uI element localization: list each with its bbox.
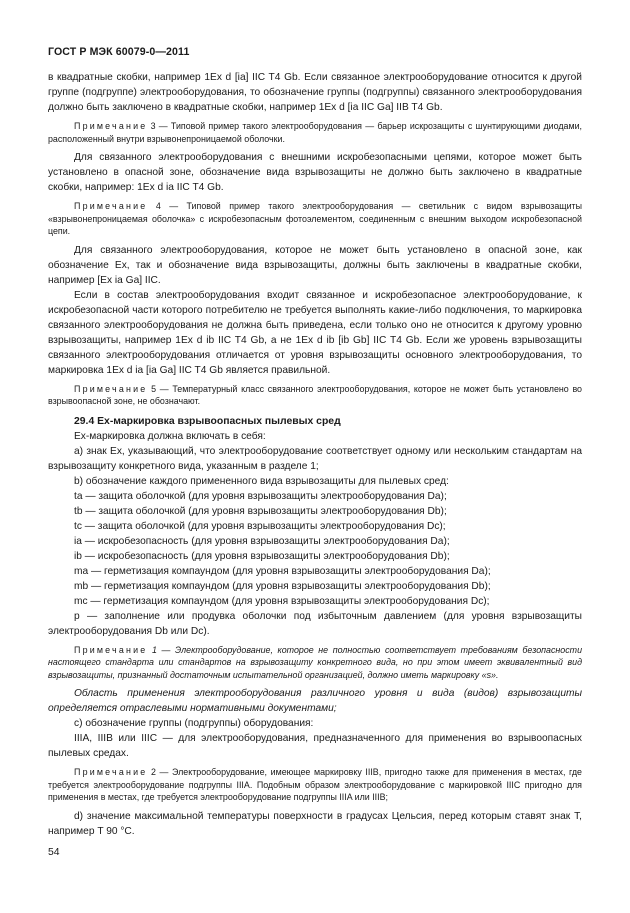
section-title: 29.4 Ex-маркировка взрывоопасных пылевых сред (74, 415, 341, 427)
note-4 (48, 200, 582, 238)
note-label: Примечание (74, 644, 148, 655)
page-body (48, 46, 582, 839)
note-text: 3 — Типовой пример такого электрооборудования — барьер искрозащиты с шунтирующими диодами, расположенный внутри взрывонепроницаемой оболочки. (48, 121, 582, 144)
note-text: 1 — Электрооборудование, которое не полностью соответствует требованиям безопасности настоящего стандарта или стандартов на взрывозащиту конкретного вида, но при этом имеет эквивалентный вид взрывозащиты, признанный достаточным испытательной организацией, должно иметь маркировку «s». (48, 644, 582, 680)
list-item: tc — защита оболочкой (для уровня взрывозащиты электрооборудования Dc); (74, 520, 446, 532)
page-number: 54 (48, 847, 60, 858)
note-2 (48, 766, 582, 804)
paragraph: Область применения электрооборудования различного уровня и вида (видов) взрывозащиты определяется отраслевыми нормативными документами; (48, 688, 582, 714)
note-text: 2 — Электрооборудование, имеющее маркировку IIIB, пригодно также для применения в местах, где требуется электрооборудование подгруппы IIIA. Подобным образом электрооборудование с маркировкой IIIC пригодно для применения в местах, где требуется электрооборудование подгруппы IIIA или IIIB; (48, 767, 582, 802)
document-header: ГОСТ Р МЭК 60079-0—2011 (48, 46, 190, 58)
note-1 (48, 644, 582, 682)
note-label: Примечание (74, 383, 148, 394)
paragraph: в квадратные скобки, например 1Ex d [ia] IIC T4 Gb. Если связанное электрооборудование относится к другой группе (подгруппе) электрооборудования, то обозначение группы (подгруппы) связанного электрооборудования должно быть заключено в квадратные скобки, например 1Ex d [ia IIC Ga] IIB T4 Gb. (48, 72, 582, 113)
list-item-a: a) знак Ex, указывающий, что электрооборудование соответствует одному или нескольким стандартам на взрывозащиту конкретного вида, указанным в разделе 1; (48, 445, 582, 472)
note-label: Примечание (74, 767, 148, 777)
list-item: p — заполнение или продувка оболочки под избыточным давлением (для уровня взрывозащиты электрооборудования Db или Dc). (48, 610, 582, 637)
note-text: 5 — Температурный класс связанного электрооборудования, которое не может быть установлено во взрывоопасной зоне, не обозначают. (48, 383, 582, 406)
list-item: ma — герметизация компаундом (для уровня взрывозащиты электрооборудования Da); (74, 565, 491, 577)
note-3 (48, 120, 582, 145)
note-label: Примечание (74, 201, 148, 211)
note-5 (48, 383, 582, 408)
list-item: mc — герметизация компаундом (для уровня взрывозащиты электрооборудования Dc); (74, 595, 490, 607)
list-item-c: c) обозначение группы (подгруппы) оборудования: (74, 718, 314, 729)
paragraph: Для связанного электрооборудования, которое не может быть установлено в опасной зоне, как обозначение Ex, так и обозначение вида взрывозащиты, должны быть заключены в квадратные скобки, например [Ex ia Ga] IIC. (48, 244, 582, 286)
list-item-b: b) обозначение каждого примененного вида взрывозащиты для пылевых сред: (74, 475, 449, 487)
paragraph: IIIA, IIIB или IIIC — для электрооборудования, предназначенного для применения во взрывоопасных пылевых средах. (48, 733, 582, 759)
list-item: ib — искробезопасность (для уровня взрывозащиты электрооборудования Db); (74, 550, 450, 562)
list-item: ia — искробезопасность (для уровня взрывозащиты электрооборудования Da); (74, 535, 450, 547)
list-item: mb — герметизация компаундом (для уровня взрывозащиты электрооборудования Db); (74, 580, 491, 592)
paragraph: Для связанного электрооборудования с внешними искробезопасными цепями, которое может быть установлено в опасной зоне, обозначение вида взрывозащиты не должно быть заключено в квадратные скобки, например: 1Ex d ia IIC T4 Gb. (48, 152, 582, 193)
note-label: Примечание (74, 121, 148, 131)
list-item: tb — защита оболочкой (для уровня взрывозащиты электрооборудования Db); (74, 505, 447, 517)
paragraph: Ex-маркировка должна включать в себя: (74, 430, 266, 442)
paragraph: Если в состав электрооборудования входит связанное и искробезопасное электрооборудование, к искробезопасной части которого потребителю не требуется выполнять какие-либо подключения, то маркировка связанного электрооборудования не должна быть приведена, если только оно не относится к другому уровню взрывозащиты, например 1Ex d ib IIC T4 Gb, а не 1Ex d ib [ib Gb] IIC T4 Gb. Если же уровень взрывозащиты связанного электрооборудования отличается от уровня взрывозащиты основного электрооборудования, то маркировка 1Ex d ia [ia Ga] IIC T4 Gb является правильной. (48, 289, 582, 376)
list-item-d: d) значение максимальной температуры поверхности в градусах Цельсия, перед которым ставят знак T, например T 90 °C. (48, 810, 582, 837)
list-item: ta — защита оболочкой (для уровня взрывозащиты электрооборудования Da); (74, 490, 447, 502)
note-text: 4 — Типовой пример такого электрооборудования — светильник с видом взрывозащиты «взрывонепроницаемая оболочка» с искробезопасным фотоэлементом, соединенным с внешним выходом искробезопасной цепи. (48, 201, 582, 236)
